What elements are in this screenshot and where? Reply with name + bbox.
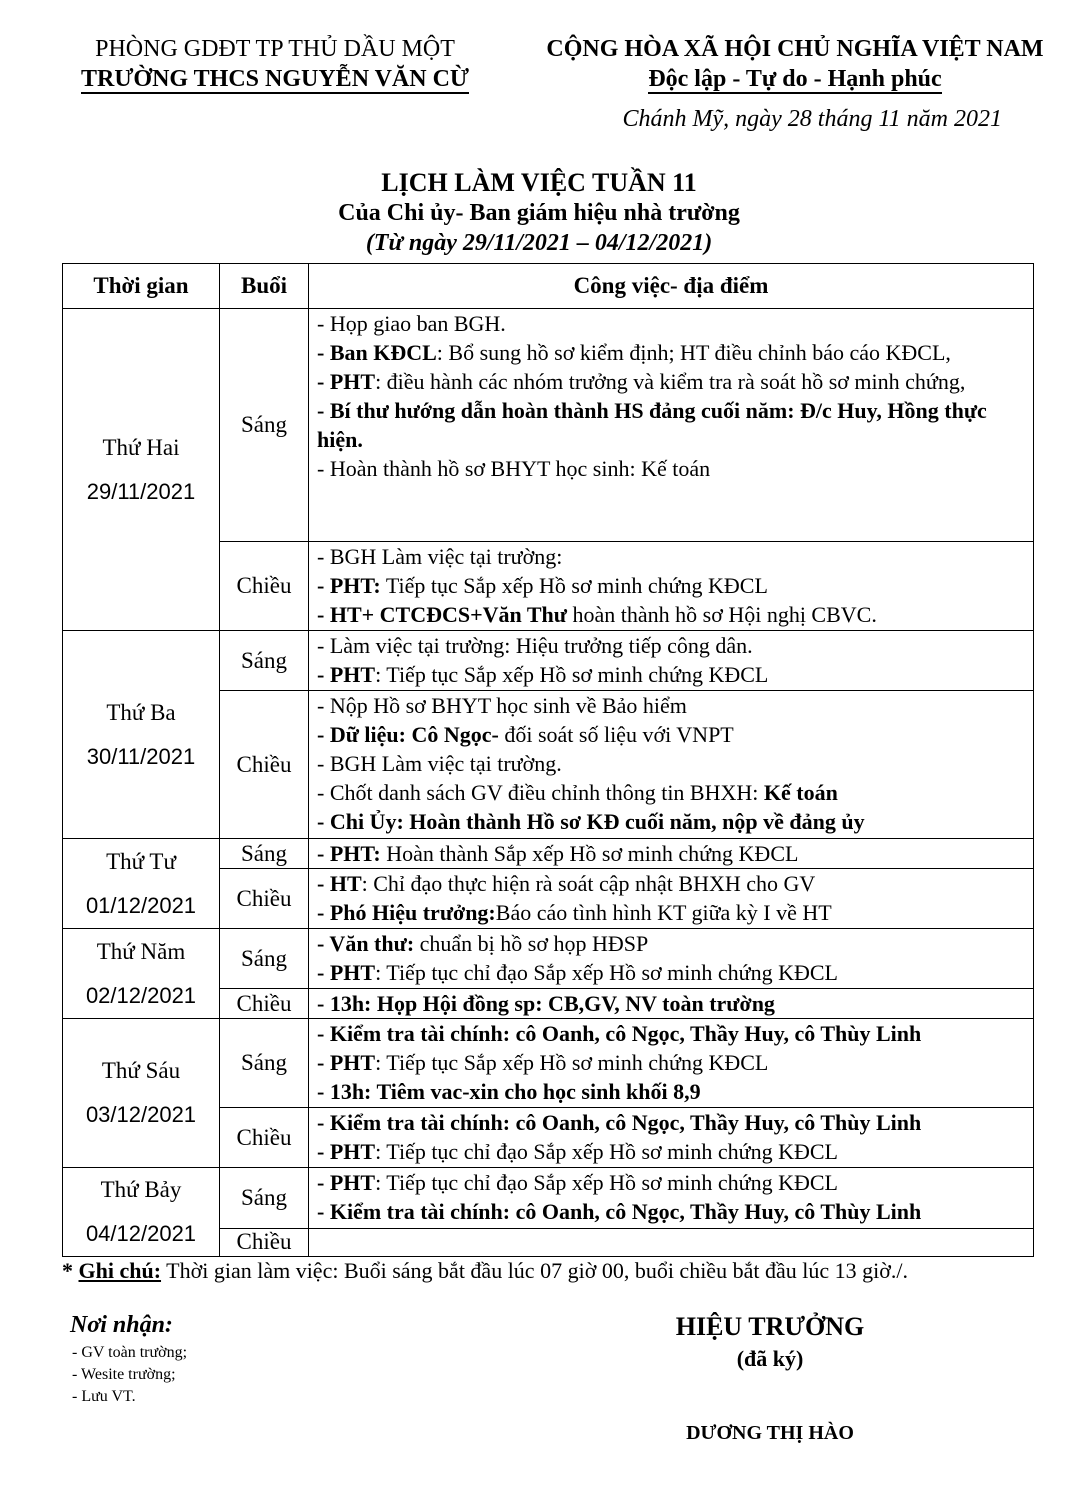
work-cell	[309, 1168, 1034, 1229]
work-line: - Phó Hiệu trưởng:Báo cáo tình hình KT giữa kỳ I về HT	[317, 900, 832, 925]
work-line: - Dữ liệu: Cô Ngọc- đối soát số liệu với VNPT	[317, 722, 734, 747]
work-line: - PHT: Tiếp tục Sắp xếp Hồ sơ minh chứng KĐCL	[317, 662, 769, 687]
work-line: - PHT: Tiếp tục Sắp xếp Hồ sơ minh chứng KĐCL	[317, 573, 768, 598]
day-date: 02/12/2021	[85, 982, 197, 1008]
work-cell	[309, 929, 1034, 989]
work-cell	[309, 631, 1034, 691]
work-cell	[309, 989, 1034, 1019]
recipient-item: - GV toàn trường;	[72, 1344, 188, 1361]
day-name: Thứ Tư	[106, 848, 176, 874]
work-line: - BGH Làm việc tại trường:	[317, 544, 563, 569]
day-cell	[63, 1019, 220, 1168]
work-line: - Ban KĐCL: Bổ sung hồ sơ kiểm định; HT điều chỉnh báo cáo KĐCL,	[317, 340, 951, 365]
table-row	[63, 309, 1034, 542]
session-cell: Sáng	[220, 1168, 309, 1229]
work-line: - Làm việc tại trường: Hiệu trưởng tiếp công dân.	[317, 633, 753, 658]
work-cell	[309, 1019, 1034, 1108]
header-work: Công việc- địa điểm	[309, 264, 1034, 309]
header-time: Thời gian	[63, 264, 220, 309]
work-line: - HT: Chỉ đạo thực hiện rà soát cập nhật BHXH cho GV	[317, 871, 816, 896]
work-line: - BGH Làm việc tại trường.	[317, 751, 562, 776]
work-line: - Bí thư hướng dẫn hoàn thành HS đảng cuối năm: Đ/c Huy, Hồng thực hiện.	[317, 398, 987, 452]
work-cell	[309, 542, 1034, 631]
work-line: - HT+ CTCĐCS+Văn Thư hoàn thành hồ sơ Hội nghị CBVC.	[317, 602, 877, 627]
work-cell	[309, 691, 1034, 839]
work-line: - PHT: Tiếp tục Sắp xếp Hồ sơ minh chứng KĐCL	[317, 1050, 769, 1075]
day-cell	[63, 309, 220, 631]
work-line: - PHT: Tiếp tục chỉ đạo Sắp xếp Hồ sơ minh chứng KĐCL	[317, 1170, 838, 1195]
document-title: LỊCH LÀM VIỆC TUẦN 11	[381, 168, 697, 197]
day-date: 03/12/2021	[85, 1102, 197, 1127]
schedule-table	[62, 263, 1034, 1257]
document-date-range: (Từ ngày 29/11/2021 – 04/12/2021)	[365, 230, 713, 256]
session-cell: Chiều	[220, 869, 309, 929]
day-date: 04/12/2021	[85, 1221, 197, 1246]
work-line: - Kiểm tra tài chính: cô Oanh, cô Ngọc, Thầy Huy, cô Thùy Linh	[317, 1110, 922, 1135]
footnote	[62, 1258, 908, 1284]
table-row	[63, 631, 1034, 691]
footnote-label: Ghi chú:	[78, 1258, 162, 1283]
country-name: CỘNG HÒA XÃ HỘI CHỦ NGHĨA VIỆT NAM	[546, 36, 1044, 62]
session-cell: Chiều	[220, 1108, 309, 1168]
work-line: - Chốt danh sách GV điều chỉnh thông tin BHXH: Kế toán	[317, 780, 838, 805]
work-line: - Chi Ủy: Hoàn thành Hồ sơ KĐ cuối năm, nộp về đảng ủy	[317, 809, 865, 834]
table-row	[63, 839, 1034, 869]
work-cell	[309, 309, 1034, 542]
session-cell: Sáng	[220, 631, 309, 691]
day-name: Thứ Năm	[96, 938, 186, 964]
work-cell	[309, 869, 1034, 929]
work-line: - PHT: Hoàn thành Sắp xếp Hồ sơ minh chứng KĐCL	[317, 841, 799, 866]
recipients-title: Nơi nhận:	[70, 1312, 173, 1338]
day-name: Thứ Bảy	[100, 1177, 182, 1202]
day-name: Thứ Ba	[106, 699, 176, 725]
session-cell: Chiều	[220, 989, 309, 1019]
day-date: 29/11/2021	[86, 478, 196, 504]
document-subtitle: Của Chi ủy- Ban giám hiệu nhà trường	[338, 200, 740, 226]
work-cell	[309, 1108, 1034, 1168]
signer-title: HIỆU TRƯỞNG	[675, 1312, 865, 1341]
table-row	[63, 1168, 1034, 1229]
issuer-school: TRƯỜNG THCS NGUYỄN VĂN CỪ	[80, 66, 470, 92]
work-line: - Hoàn thành hồ sơ BHYT học sinh: Kế toán	[317, 456, 711, 481]
day-cell	[63, 1168, 220, 1257]
day-cell	[63, 839, 220, 929]
issuer-block	[40, 34, 510, 94]
day-name: Thứ Hai	[102, 434, 180, 460]
session-cell: Sáng	[220, 309, 309, 542]
national-motto: Độc lập - Tự do - Hạnh phúc	[648, 66, 942, 92]
work-line: - Kiểm tra tài chính: cô Oanh, cô Ngọc, Thầy Huy, cô Thùy Linh	[317, 1199, 922, 1224]
day-name: Thứ Sáu	[101, 1058, 181, 1083]
footnote-text: Thời gian làm việc: Buổi sáng bắt đầu lúc 07 giờ 00, buổi chiều bắt đầu lúc 13 giờ./.	[166, 1258, 908, 1283]
work-line: - 13h: Tiêm vac-xin cho học sinh khối 8,9	[317, 1079, 701, 1104]
recipient-item: - Lưu VT.	[72, 1388, 136, 1405]
day-date: 01/12/2021	[85, 892, 197, 918]
work-line: - PHT: Tiếp tục chỉ đạo Sắp xếp Hồ sơ minh chứng KĐCL	[317, 960, 838, 985]
table-row	[63, 929, 1034, 989]
day-cell	[63, 631, 220, 839]
work-line: - PHT: điều hành các nhóm trưởng và kiểm tra rà soát hồ sơ minh chứng,	[317, 369, 966, 394]
session-cell: Sáng	[220, 1019, 309, 1108]
signer-name: DƯƠNG THỊ HÀO	[686, 1422, 854, 1444]
work-line: - Văn thư: chuẩn bị hồ sơ họp HĐSP	[317, 931, 649, 956]
signed-note: (đã ký)	[736, 1346, 804, 1371]
work-line: - 13h: Họp Hội đồng sp: CB,GV, NV toàn trường	[317, 991, 775, 1016]
recipient-item: - Wesite trường;	[72, 1366, 176, 1383]
issuer-department: PHÒNG GDĐT TP THỦ DẦU MỘT	[95, 36, 455, 62]
session-cell: Chiều	[220, 542, 309, 631]
place-date: Chánh Mỹ, ngày 28 tháng 11 năm 2021	[622, 106, 1002, 132]
session-cell: Chiều	[220, 691, 309, 839]
table-row	[63, 1019, 1034, 1108]
work-line: - Nộp Hồ sơ BHYT học sinh về Bảo hiểm	[317, 693, 687, 718]
work-line: - PHT: Tiếp tục chỉ đạo Sắp xếp Hồ sơ minh chứng KĐCL	[317, 1139, 838, 1164]
footnote-star: *	[62, 1258, 73, 1283]
work-line: - Kiểm tra tài chính: cô Oanh, cô Ngọc, Thầy Huy, cô Thùy Linh	[317, 1021, 922, 1046]
work-line: - Họp giao ban BGH.	[317, 311, 506, 336]
work-cell	[309, 1228, 1034, 1256]
day-cell	[63, 929, 220, 1019]
header-session: Buổi	[220, 264, 309, 309]
session-cell: Sáng	[220, 839, 309, 869]
session-cell: Chiều	[220, 1228, 309, 1256]
national-title-block	[520, 34, 1070, 94]
table-header-row	[63, 264, 1034, 309]
day-date: 30/11/2021	[86, 743, 196, 769]
session-cell: Sáng	[220, 929, 309, 989]
work-cell	[309, 839, 1034, 869]
